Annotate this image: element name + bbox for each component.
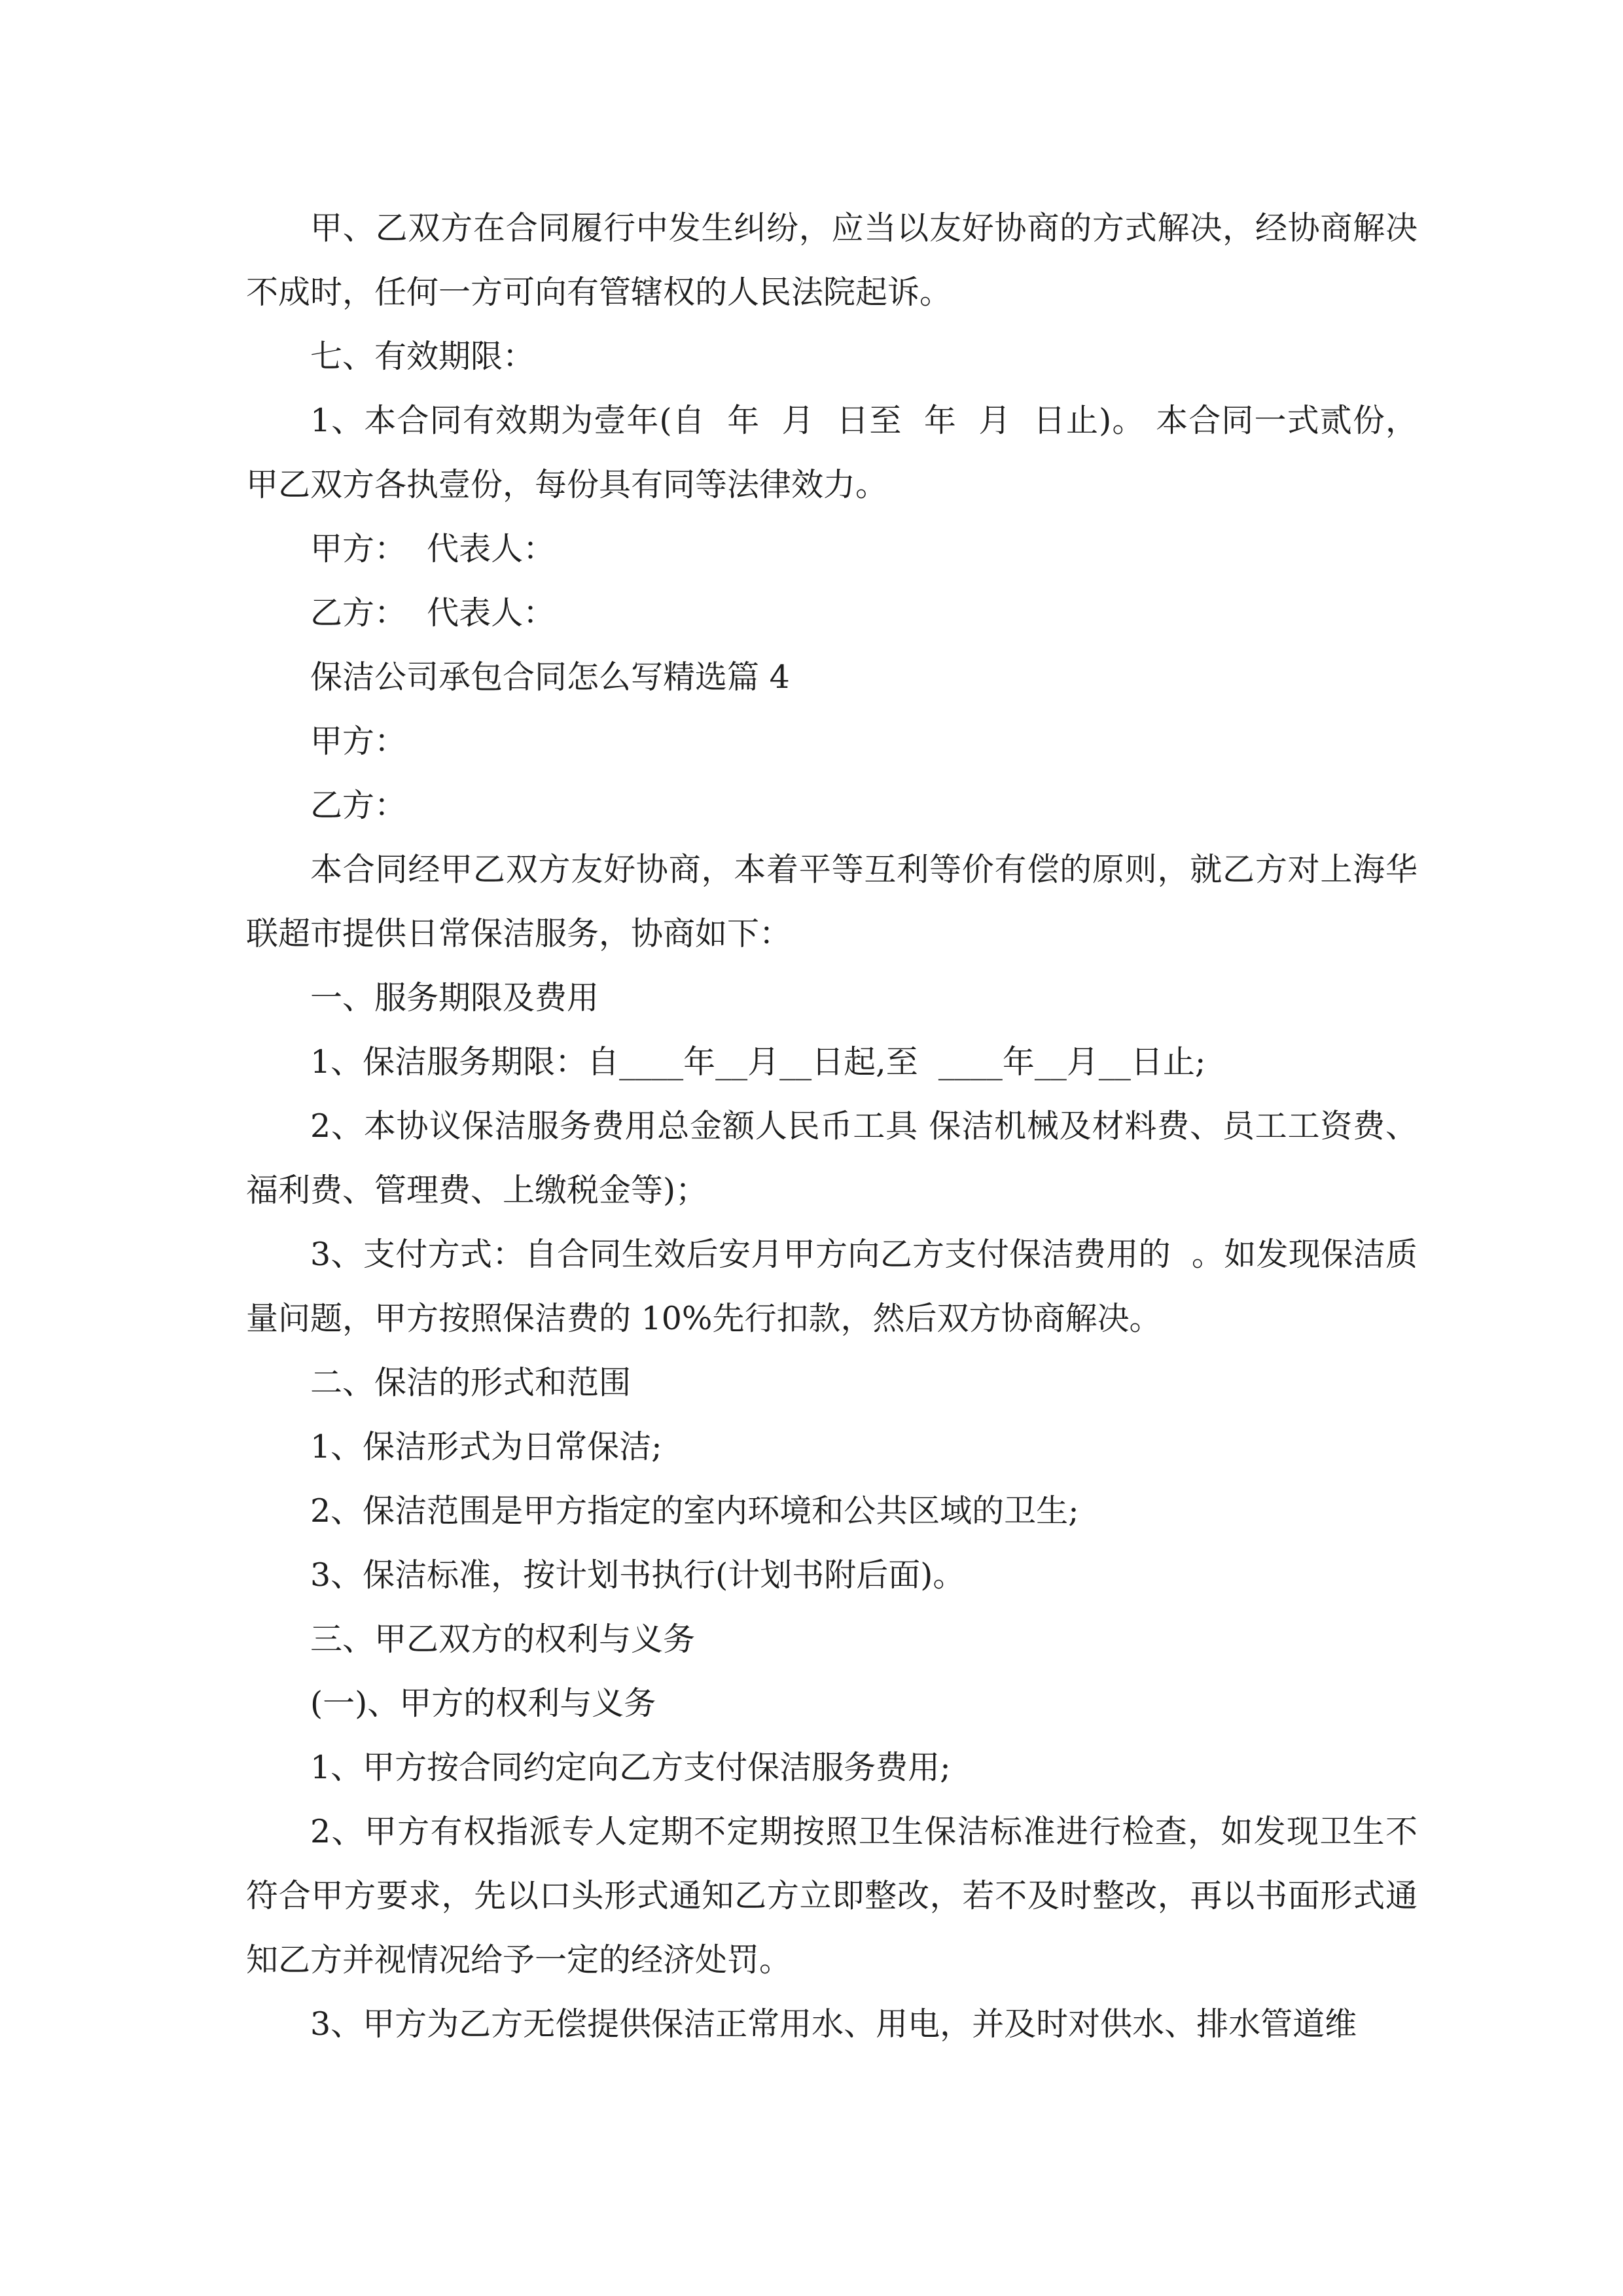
heading-cleaning-form-scope: 二、保洁的形式和范围	[310, 1364, 632, 1401]
clause-party-a-utilities: 3、甲方为乙方无偿提供保洁正常用水、用电，并及时对供水、排水管道维	[310, 2005, 1357, 2043]
paragraph-dispute-resolution: 甲、乙双方在合同履行中发生纠纷，应当以友好协商的方式解决，经协商解决不成时，任何一方可向有管辖权的人民法院起诉。	[246, 209, 1418, 311]
clause-cleaning-scope: 2、保洁范围是甲方指定的室内环境和公共区域的卫生;	[310, 1492, 1079, 1530]
clause-payment-method: 3、支付方式：自合同生效后安月甲方向乙方支付保洁费用的 。如发现保洁质量问题，甲方按照保洁费的 10%先行扣款，然后双方协商解决。	[246, 1236, 1418, 1337]
signature-party-a: 甲方： 代表人：	[310, 530, 556, 567]
clause-party-a-inspection: 2、甲方有权指派专人定期不定期按照卫生保洁标准进行检查，如发现卫生不符合甲方要求，先以口头形式通知乙方立即整改，若不及时整改，再以书面形式通知乙方并视情况给予一定的经济处罚。	[246, 1813, 1418, 1979]
paragraph-preamble: 本合同经甲乙双方友好协商，本着平等互利等价有偿的原则，就乙方对上海华联超市提供日常保洁服务，协商如下：	[246, 851, 1418, 952]
heading-rights-obligations: 三、甲乙双方的权利与义务	[310, 1621, 696, 1658]
document-body	[246, 196, 1418, 2056]
clause-service-fee: 2、本协议保洁服务费用总金额人民币工具 保洁机械及材料费、员工工资费、福利费、管理费、上缴税金等)；	[246, 1107, 1418, 1209]
party-b-line: 乙方：	[310, 787, 407, 824]
clause-cleaning-form: 1、保洁形式为日常保洁;	[310, 1428, 662, 1465]
heading-validity-period: 七、有效期限：	[310, 338, 535, 375]
section-title: 保洁公司承包合同怎么写精选篇 4	[310, 658, 790, 696]
signature-party-b: 乙方： 代表人：	[310, 594, 556, 632]
paragraph-validity-term: 1、本合同有效期为壹年(自 年 月 日至 年 月 日止)。 本合同一式贰份，甲乙双方各执壹份，每份具有同等法律效力。	[246, 402, 1418, 503]
clause-party-a-payment: 1、甲方按合同约定向乙方支付保洁服务费用;	[310, 1749, 951, 1786]
subheading-party-a-rights: (一)、甲方的权利与义务	[310, 1685, 656, 1722]
heading-service-term-fees: 一、服务期限及费用	[310, 979, 599, 1016]
clause-cleaning-standard: 3、保洁标准，按计划书执行(计划书附后面)。	[310, 1556, 965, 1594]
party-a-line: 甲方：	[310, 723, 407, 760]
clause-service-period: 1、保洁服务期限：自____年__月__日起,至 ____年__月__日止;	[310, 1043, 1206, 1081]
